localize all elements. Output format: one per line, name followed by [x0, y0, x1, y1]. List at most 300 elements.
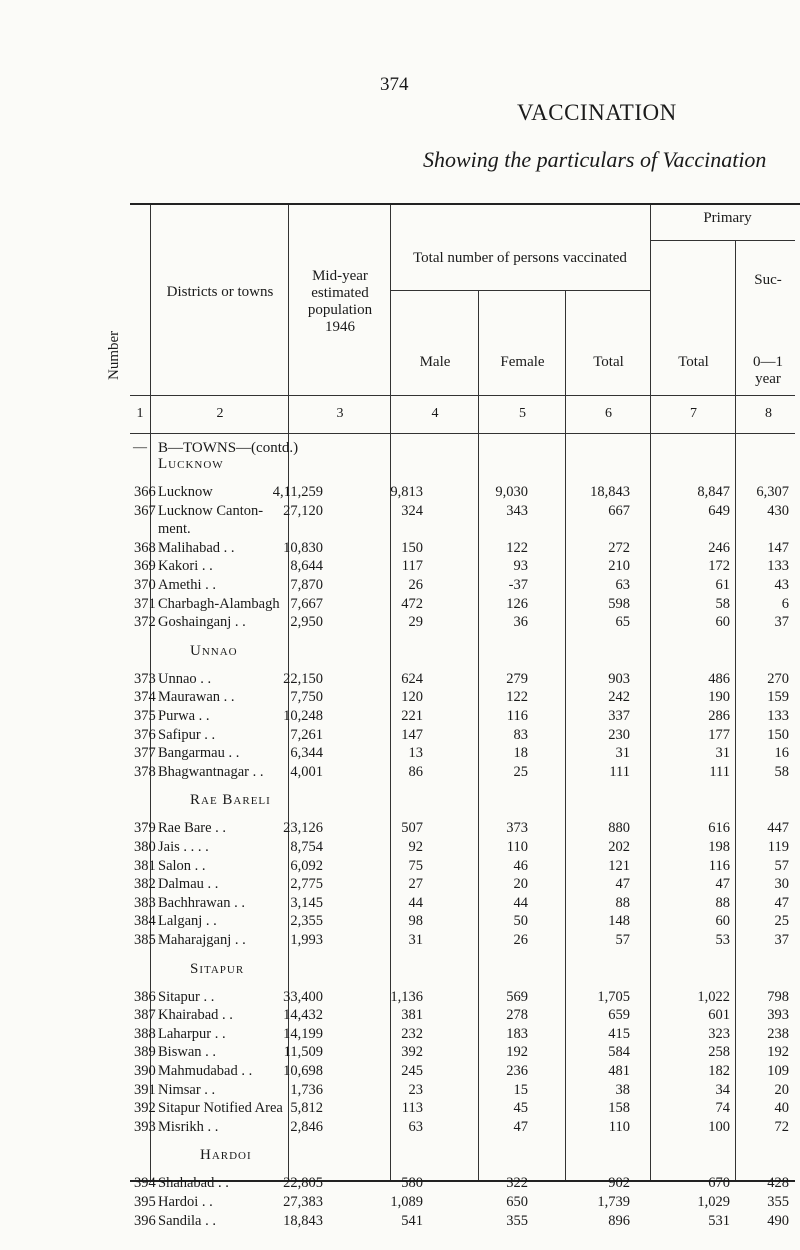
cell-pop: 10,248 — [283, 708, 323, 724]
cell-ptot: 601 — [708, 1007, 730, 1024]
page-subtitle: Showing the particulars of Vaccination — [423, 147, 767, 172]
cell-name: Khairabad . . — [158, 1007, 233, 1024]
cell-male: 86 — [408, 763, 423, 780]
group-heading: Hardoi — [200, 1147, 252, 1164]
cell-male: 120 — [401, 689, 423, 706]
cell-pop: 3,145 — [290, 894, 323, 911]
group-heading: Unnao — [190, 642, 238, 659]
cell-ptot: 116 — [708, 857, 730, 874]
cell-pop: 33,400 — [283, 988, 323, 1005]
table-row — [0, 540, 800, 560]
table-row — [0, 614, 800, 634]
cell-num: 374 — [134, 689, 156, 706]
cell-name: Purwa . . — [158, 708, 210, 724]
successful-header: Suc- — [754, 272, 782, 288]
cell-female: 36 — [513, 614, 528, 631]
cell-ptot: 61 — [715, 577, 730, 593]
cell-name: Maharajganj . . — [158, 932, 246, 948]
cell-name: Mahmudabad . . — [158, 1063, 253, 1079]
cell-male: 381 — [401, 1007, 423, 1024]
cell-male: 580 — [401, 1175, 423, 1192]
cell-ptot: 58 — [715, 595, 730, 612]
cell-total: 31 — [615, 745, 630, 762]
cell-ptot: 111 — [709, 763, 730, 780]
cell-num: 393 — [134, 1118, 156, 1135]
cell-num: 385 — [134, 932, 156, 948]
table-row — [0, 521, 800, 541]
cell-total: 210 — [608, 558, 630, 575]
col-number-2: 2 — [216, 406, 224, 421]
cell-total: 230 — [608, 726, 630, 743]
cell-pop: 1,736 — [290, 1081, 323, 1098]
cell-male: 245 — [401, 1063, 423, 1079]
female-header: Female — [500, 354, 545, 370]
cell-female: 569 — [506, 988, 528, 1005]
cell-suc: 270 — [767, 670, 789, 687]
cell-pop: 7,667 — [290, 595, 323, 612]
cell-name: Amethi . . — [158, 577, 216, 593]
cell-num: 370 — [134, 577, 156, 593]
table-row — [0, 596, 800, 616]
cell-total: 57 — [615, 932, 630, 948]
cell-ptot: 190 — [708, 689, 730, 706]
cell-ptot: 649 — [708, 502, 730, 519]
total-persons-header: Total number of persons vaccinated — [413, 250, 627, 266]
cell-num: 371 — [134, 595, 156, 612]
cell-suc: 447 — [767, 820, 789, 837]
cell-suc: 58 — [774, 763, 789, 780]
cell-ptot: 670 — [708, 1175, 730, 1192]
cell-name: Shahabad . . — [158, 1175, 229, 1192]
cell-ptot: 246 — [708, 539, 730, 556]
cell-name: Malihabad . . — [158, 539, 235, 556]
cell-pop: 6,092 — [290, 857, 323, 874]
table-row — [0, 503, 800, 523]
cell-ptot: 31 — [715, 745, 730, 762]
cell-suc: 119 — [767, 839, 789, 855]
cell-name: Charbagh-Alambagh — [158, 595, 280, 612]
cell-male: 92 — [408, 839, 423, 855]
cell-ptot: 172 — [708, 558, 730, 575]
col-number-1: 1 — [136, 406, 144, 421]
table-row — [0, 484, 800, 504]
cell-suc: 428 — [767, 1175, 789, 1192]
cell-name: Bangarmau . . — [158, 745, 240, 762]
cell-total: 667 — [608, 502, 630, 519]
cell-name: Lucknow — [158, 484, 213, 500]
cell-num: 379 — [134, 820, 156, 837]
cell-suc: 40 — [774, 1100, 789, 1117]
cell-total: 18,843 — [590, 484, 630, 500]
cell-num: 389 — [134, 1044, 156, 1061]
cell-female: -37 — [508, 577, 528, 593]
cell-ptot: 8,847 — [697, 484, 730, 500]
cell-ptot: 88 — [715, 894, 730, 911]
cell-suc: 37 — [774, 614, 789, 631]
cell-female: 278 — [506, 1007, 528, 1024]
cell-total: 337 — [608, 708, 630, 724]
cell-female: 44 — [513, 894, 528, 911]
cell-female: 192 — [506, 1044, 528, 1061]
cell-name: Sitapur Notified Area — [158, 1100, 283, 1117]
page-number: 374 — [380, 74, 409, 95]
cell-pop: 6,344 — [290, 745, 323, 762]
cell-pop: 22,150 — [283, 670, 323, 687]
cell-num: 372 — [134, 614, 156, 631]
cell-male: 507 — [401, 820, 423, 837]
male-header: Male — [419, 354, 451, 370]
cell-pop: 10,830 — [283, 539, 323, 556]
cell-name: Goshainganj . . — [158, 614, 246, 631]
col-number-8: 8 — [765, 406, 772, 421]
cell-female: 50 — [513, 913, 528, 930]
cell-male: 13 — [408, 745, 423, 762]
cell-pop: 27,383 — [283, 1194, 323, 1210]
group-heading: Rae Bareli — [190, 792, 271, 809]
cell-female: 9,030 — [495, 484, 528, 500]
cell-pop: 2,355 — [290, 913, 323, 930]
cell-suc: 192 — [767, 1044, 789, 1061]
cell-male: 117 — [401, 558, 423, 575]
cell-total: 148 — [608, 913, 630, 930]
cell-suc: 72 — [774, 1118, 789, 1135]
cell-female: 122 — [506, 689, 528, 706]
cell-total: 121 — [608, 857, 630, 874]
cell-name: ment. — [158, 521, 191, 538]
cell-ptot: 286 — [708, 708, 730, 724]
cell-total: 202 — [608, 839, 630, 855]
cell-name: Bhagwantnagar . . — [158, 763, 264, 780]
table-row — [0, 1213, 800, 1233]
cell-female: 93 — [513, 558, 528, 575]
cell-male: 147 — [401, 726, 423, 743]
cell-name: Lucknow Canton- — [158, 502, 264, 519]
cell-male: 27 — [408, 876, 423, 893]
cell-male: 23 — [408, 1081, 423, 1098]
cell-num: 375 — [134, 708, 156, 724]
table-row — [0, 895, 800, 915]
cell-male: 29 — [408, 614, 423, 631]
cell-ptot: 323 — [708, 1025, 730, 1042]
cell-female: 355 — [506, 1212, 528, 1229]
cell-male: 324 — [401, 502, 423, 519]
cell-total: 415 — [608, 1025, 630, 1042]
cell-male: 541 — [401, 1212, 423, 1229]
cell-pop: 18,843 — [283, 1212, 323, 1229]
cell-suc: 16 — [774, 745, 789, 762]
cell-female: 183 — [506, 1025, 528, 1042]
cell-num: 381 — [134, 857, 156, 874]
col-number-4: 4 — [431, 406, 439, 421]
cell-pop: 7,750 — [290, 689, 323, 706]
cell-pop: 7,261 — [290, 726, 323, 743]
cell-ptot: 1,022 — [697, 988, 730, 1005]
cell-num: 380 — [134, 839, 156, 855]
table-row — [0, 1082, 800, 1102]
cell-suc: 798 — [767, 988, 789, 1005]
cell-pop: 5,812 — [290, 1100, 323, 1117]
table-row — [0, 745, 800, 765]
cell-ptot: 198 — [708, 839, 730, 855]
cell-pop: 1,993 — [290, 932, 323, 948]
cell-num: 376 — [134, 726, 156, 743]
cell-num: 384 — [134, 913, 156, 930]
table-row — [0, 1026, 800, 1046]
age-group-header: 0—1 year — [753, 354, 783, 387]
cell-total: 1,705 — [597, 988, 630, 1005]
cell-female: 373 — [506, 820, 528, 837]
cell-total: 111 — [609, 763, 630, 780]
cell-total: 242 — [608, 689, 630, 706]
table-row — [0, 1175, 800, 1195]
header-bottom-divider — [130, 433, 795, 434]
cell-female: 343 — [506, 502, 528, 519]
cell-total: 110 — [608, 1118, 630, 1135]
group-heading: Sitapur — [190, 960, 245, 977]
table-row — [0, 577, 800, 597]
cell-name: Safipur . . — [158, 726, 216, 743]
cell-num: 366 — [134, 484, 156, 500]
cell-suc: 133 — [767, 558, 789, 575]
cell-total: 584 — [608, 1044, 630, 1061]
col-number-3: 3 — [336, 406, 344, 421]
cell-female: 15 — [513, 1081, 528, 1098]
cell-ptot: 177 — [708, 726, 730, 743]
cell-female: 18 — [513, 745, 528, 762]
cell-name: Kakori . . — [158, 558, 213, 575]
cell-name: Sandila . . — [158, 1212, 216, 1229]
cell-suc: 6 — [781, 595, 789, 612]
cell-suc: 109 — [767, 1063, 789, 1079]
number-header: Number — [106, 330, 122, 380]
mid-year-header: Mid-year estimated population 1946 — [307, 268, 373, 335]
cell-female: 83 — [513, 726, 528, 743]
cell-ptot: 1,029 — [697, 1194, 730, 1210]
cell-suc: 57 — [774, 857, 789, 874]
page-title: VACCINATION — [517, 100, 677, 125]
cell-num: 387 — [134, 1007, 156, 1024]
table-row — [0, 989, 800, 1009]
cell-name: Lalganj . . — [158, 913, 217, 930]
cell-pop: 14,199 — [283, 1025, 323, 1042]
cell-pop: 4,001 — [290, 763, 323, 780]
cell-ptot: 47 — [715, 876, 730, 893]
cell-suc: 238 — [767, 1025, 789, 1042]
cell-male: 1,089 — [390, 1194, 423, 1210]
cell-male: 392 — [401, 1044, 423, 1061]
table-row — [0, 876, 800, 896]
section-dash: — — [133, 440, 147, 455]
cell-female: 116 — [506, 708, 528, 724]
cell-male: 150 — [401, 539, 423, 556]
table-row — [0, 839, 800, 859]
cell-ptot: 60 — [715, 913, 730, 930]
cell-female: 47 — [513, 1118, 528, 1135]
cell-ptot: 182 — [708, 1063, 730, 1079]
cell-total: 903 — [608, 670, 630, 687]
cell-num: 373 — [134, 670, 156, 687]
cell-pop: 8,644 — [290, 558, 323, 575]
cell-num: 367 — [134, 502, 156, 519]
cell-name: Misrikh . . — [158, 1118, 219, 1135]
cell-suc: 43 — [774, 577, 789, 593]
cell-name: Nimsar . . — [158, 1081, 216, 1098]
table-row — [0, 1194, 800, 1214]
cell-pop: 14,432 — [283, 1007, 323, 1024]
cell-male: 31 — [408, 932, 423, 948]
cell-name: Rae Bare . . — [158, 820, 227, 837]
cell-suc: 37 — [774, 932, 789, 948]
cell-male: 113 — [401, 1100, 423, 1117]
cell-suc: 6,307 — [756, 484, 789, 500]
table-row — [0, 558, 800, 578]
cell-ptot: 100 — [708, 1118, 730, 1135]
cell-num: 394 — [134, 1175, 156, 1192]
cell-female: 279 — [506, 670, 528, 687]
cell-name: Maurawan . . — [158, 689, 235, 706]
cell-female: 322 — [506, 1175, 528, 1192]
cell-num: 396 — [134, 1212, 156, 1229]
col-number-6: 6 — [605, 406, 612, 421]
cell-pop: 23,126 — [283, 820, 323, 837]
cell-total: 272 — [608, 539, 630, 556]
cell-male: 624 — [401, 670, 423, 687]
table-row — [0, 820, 800, 840]
cell-num: 388 — [134, 1025, 156, 1042]
cell-total: 659 — [608, 1007, 630, 1024]
cell-ptot: 486 — [708, 670, 730, 687]
cell-female: 26 — [513, 932, 528, 948]
cell-male: 221 — [401, 708, 423, 724]
cell-suc: 355 — [767, 1194, 789, 1210]
cell-female: 46 — [513, 857, 528, 874]
cell-num: 369 — [134, 558, 156, 575]
cell-pop: 8,754 — [290, 839, 323, 855]
cell-male: 9,813 — [390, 484, 423, 500]
table-row — [0, 913, 800, 933]
cell-num: 383 — [134, 894, 156, 911]
primary-total-header: Total — [678, 354, 709, 370]
cell-female: 122 — [506, 539, 528, 556]
cell-name: Biswan . . — [158, 1044, 216, 1061]
table-row — [0, 708, 800, 728]
cell-female: 110 — [506, 839, 528, 855]
cell-female: 236 — [506, 1063, 528, 1079]
cell-suc: 147 — [767, 539, 789, 556]
cell-num: 378 — [134, 763, 156, 780]
cell-ptot: 53 — [715, 932, 730, 948]
cell-female: 126 — [506, 595, 528, 612]
table-row — [0, 1063, 800, 1083]
cell-num: 377 — [134, 745, 156, 762]
cell-name: Salon . . — [158, 857, 206, 874]
cell-total: 47 — [615, 876, 630, 893]
table-row — [0, 932, 800, 952]
cell-total: 38 — [615, 1081, 630, 1098]
cell-male: 75 — [408, 857, 423, 874]
cell-total: 598 — [608, 595, 630, 612]
cell-suc: 393 — [767, 1007, 789, 1024]
cell-pop: 10,698 — [283, 1063, 323, 1079]
col-number-7: 7 — [690, 406, 697, 421]
cell-ptot: 616 — [708, 820, 730, 837]
cell-male: 44 — [408, 894, 423, 911]
table-row — [0, 764, 800, 784]
cell-name: Hardoi . . — [158, 1194, 213, 1210]
cell-name: Jais . . . . — [158, 839, 209, 855]
cell-male: 63 — [408, 1118, 423, 1135]
cell-total: 481 — [608, 1063, 630, 1079]
cell-ptot: 531 — [708, 1212, 730, 1229]
table-top-rule — [130, 203, 800, 205]
districts-header: Districts or towns — [166, 284, 274, 300]
table-row — [0, 689, 800, 709]
table-row — [0, 671, 800, 691]
cell-suc: 150 — [767, 726, 789, 743]
cell-name: Dalmau . . — [158, 876, 219, 893]
cell-male: 26 — [408, 577, 423, 593]
cell-female: 45 — [513, 1100, 528, 1117]
cell-pop: 27,120 — [283, 502, 323, 519]
table-row — [0, 727, 800, 747]
cell-ptot: 60 — [715, 614, 730, 631]
cell-ptot: 34 — [715, 1081, 730, 1098]
cell-pop: 22,805 — [283, 1175, 323, 1192]
cell-total: 1,739 — [597, 1194, 630, 1210]
cell-pop: 2,775 — [290, 876, 323, 893]
cell-num: 386 — [134, 988, 156, 1005]
cell-pop: 11,509 — [283, 1044, 323, 1061]
cell-name: Laharpur . . — [158, 1025, 226, 1042]
cell-ptot: 258 — [708, 1044, 730, 1061]
cell-pop: 4,11,259 — [272, 484, 323, 500]
section-title: B—TOWNS—(contd.) — [158, 440, 299, 456]
cell-suc: 490 — [767, 1212, 789, 1229]
total-persons-rule — [390, 290, 650, 291]
header-divider — [130, 395, 795, 396]
table-row — [0, 1119, 800, 1139]
cell-ptot: 74 — [715, 1100, 730, 1117]
cell-num: 391 — [134, 1081, 156, 1098]
cell-name: Bachhrawan . . — [158, 894, 245, 911]
cell-total: 63 — [615, 577, 630, 593]
cell-total: 896 — [608, 1212, 630, 1229]
cell-total: 158 — [608, 1100, 630, 1117]
cell-male: 472 — [401, 595, 423, 612]
cell-female: 650 — [506, 1194, 528, 1210]
cell-pop: 2,950 — [290, 614, 323, 631]
table-row — [0, 1007, 800, 1027]
cell-male: 1,136 — [390, 988, 423, 1005]
cell-male: 98 — [408, 913, 423, 930]
cell-suc: 159 — [767, 689, 789, 706]
group-heading-first: Lucknow — [158, 456, 224, 472]
table-row — [0, 858, 800, 878]
cell-suc: 430 — [767, 502, 789, 519]
table-row — [0, 1100, 800, 1120]
cell-num: 390 — [134, 1063, 156, 1079]
cell-female: 25 — [513, 763, 528, 780]
col-number-5: 5 — [519, 406, 526, 421]
primary-header: Primary — [703, 210, 752, 226]
cell-num: 368 — [134, 539, 156, 556]
cell-num: 382 — [134, 876, 156, 893]
cell-num: 392 — [134, 1100, 156, 1117]
cell-female: 20 — [513, 876, 528, 893]
cell-pop: 7,870 — [290, 577, 323, 593]
cell-suc: 25 — [774, 913, 789, 930]
cell-total: 880 — [608, 820, 630, 837]
